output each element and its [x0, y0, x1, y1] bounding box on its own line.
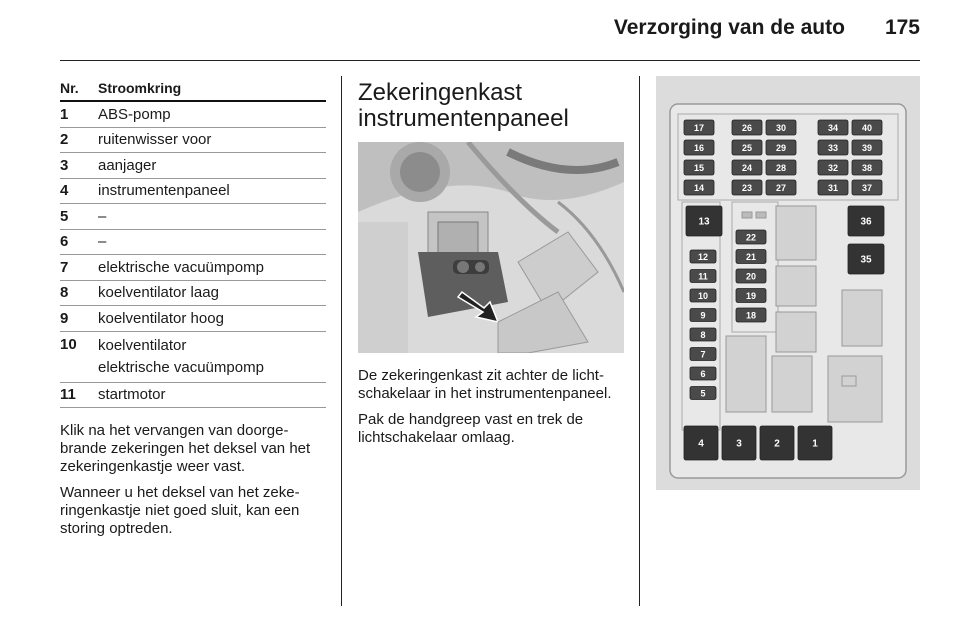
row-circuit: ABS-pomp [98, 101, 326, 127]
fuse-40 [852, 120, 882, 135]
svg-text:11: 11 [698, 271, 708, 282]
table-row [60, 229, 326, 255]
dashboard-illustration [358, 142, 624, 353]
fuse-29 [766, 140, 796, 155]
fuse-21 [736, 250, 766, 264]
running-head [60, 16, 920, 40]
row-circuit: – [98, 204, 326, 230]
row-number: 8 [60, 280, 98, 306]
row-circuit-line: elektrische vacuümpomp [98, 358, 264, 376]
paragraph-instruction: Pak de handgreep vast en trek de lichtschakelaar omlaag. [358, 411, 584, 446]
fuse-14 [684, 180, 714, 195]
row-number: 3 [60, 153, 98, 179]
fusebox-panel [656, 76, 920, 490]
paragraph-clip-cover: Klik na het vervangen van doorgebrande zekeringen het deksel van het zekeringenkastje weer vast. [60, 422, 311, 475]
fuse-37 [852, 180, 882, 195]
fuse-12 [690, 250, 716, 263]
table-row [60, 204, 326, 230]
row-number: 9 [60, 306, 98, 332]
svg-text:25: 25 [741, 143, 753, 153]
svg-text:33: 33 [827, 143, 839, 153]
fuse-35 [848, 244, 884, 274]
column-divider-right [639, 76, 640, 606]
svg-text:21: 21 [745, 252, 757, 262]
fuse-27 [766, 180, 796, 195]
column-divider-left [341, 76, 342, 606]
table-row [60, 101, 326, 127]
column-header-nr: Nr. [60, 80, 98, 101]
row-number: 5 [60, 204, 98, 230]
row-number: 4 [60, 178, 98, 204]
header-rule [60, 60, 920, 61]
fuse-26 [732, 120, 762, 135]
section-heading [358, 80, 624, 132]
fuse-28 [766, 160, 796, 175]
fuse-39 [852, 140, 882, 155]
svg-text:35: 35 [860, 254, 872, 266]
row-circuit: koelventilator hoog [98, 306, 326, 332]
fuse-13 [686, 206, 722, 236]
svg-text:20: 20 [745, 271, 757, 282]
row-circuit: koelventilator laag [98, 280, 326, 306]
circuit-table [60, 80, 326, 408]
svg-text:16: 16 [693, 143, 705, 153]
row-number: 10 [60, 331, 98, 382]
row-number: 11 [60, 382, 98, 408]
fuse-36 [848, 206, 884, 236]
fuse-19 [736, 289, 766, 303]
table-row [60, 280, 326, 306]
table-header-row [60, 80, 326, 101]
svg-text:7: 7 [700, 349, 706, 360]
fuse-8 [690, 328, 716, 341]
page-number: 175 [884, 16, 920, 39]
row-circuit: instrumentenpaneel [98, 178, 326, 204]
svg-text:18: 18 [745, 310, 757, 321]
row-circuit [98, 331, 326, 382]
table-row [60, 306, 326, 332]
row-circuit: startmotor [98, 382, 326, 408]
svg-text:29: 29 [775, 143, 787, 153]
fuse-10 [690, 289, 716, 302]
row-number: 7 [60, 255, 98, 281]
fuse-9 [690, 309, 716, 322]
chapter-title: Verzorging van de auto [613, 16, 845, 39]
heading-line: instrumentenpaneel [358, 105, 569, 132]
fusebox-drawing [656, 76, 920, 490]
row-number: 2 [60, 127, 98, 153]
fuse-16 [684, 140, 714, 155]
svg-text:39: 39 [861, 143, 873, 153]
fuse-11 [690, 270, 716, 283]
fuse-17 [684, 120, 714, 135]
svg-text:3: 3 [736, 438, 742, 450]
fuse-4 [684, 426, 718, 460]
svg-text:2: 2 [774, 438, 780, 450]
row-circuit: aanjager [98, 153, 326, 179]
left-column [60, 80, 326, 538]
fuse-33 [818, 140, 848, 155]
dashboard-photo [358, 142, 624, 353]
svg-text:37: 37 [861, 183, 873, 193]
svg-text:27: 27 [775, 183, 787, 193]
fuse-23 [732, 180, 762, 195]
fuse-20 [736, 269, 766, 283]
svg-text:5: 5 [700, 388, 706, 399]
fuse-3 [722, 426, 756, 460]
table-row [60, 382, 326, 408]
svg-text:40: 40 [861, 123, 873, 133]
fuse-32 [818, 160, 848, 175]
fusebox-diagram [656, 76, 920, 490]
table-row [60, 153, 326, 179]
svg-text:10: 10 [697, 291, 709, 301]
table-row [60, 178, 326, 204]
svg-text:32: 32 [827, 163, 839, 173]
row-number: 1 [60, 101, 98, 127]
svg-text:26: 26 [741, 123, 753, 133]
svg-text:6: 6 [700, 369, 706, 379]
svg-text:30: 30 [775, 123, 787, 133]
fuse-31 [818, 180, 848, 195]
svg-text:13: 13 [698, 216, 710, 228]
fuse-25 [732, 140, 762, 155]
svg-text:4: 4 [698, 438, 704, 450]
svg-text:23: 23 [741, 183, 753, 193]
fuse-30 [766, 120, 796, 135]
svg-text:31: 31 [827, 183, 839, 193]
fuse-1 [798, 426, 832, 460]
fuse-22 [736, 230, 766, 244]
row-number: 6 [60, 229, 98, 255]
svg-text:15: 15 [693, 163, 705, 173]
fuse-24 [732, 160, 762, 175]
svg-text:19: 19 [745, 291, 757, 301]
fuse-18 [736, 308, 766, 322]
fuse-6 [690, 367, 716, 380]
paragraph-location: De zekeringenkast zit achter de lichtschakelaar in het instrumentenpaneel. [358, 367, 612, 402]
fuse-38 [852, 160, 882, 175]
svg-text:14: 14 [693, 183, 705, 193]
table-row [60, 255, 326, 281]
svg-text:28: 28 [775, 163, 787, 173]
svg-text:24: 24 [741, 163, 753, 173]
table-row [60, 331, 326, 382]
fuse-7 [690, 348, 716, 361]
svg-text:36: 36 [860, 216, 872, 228]
paragraph-cover-warning: Wanneer u het deksel van het zekeringenkastje niet goed sluit, kan een storing optreden. [60, 484, 300, 537]
middle-column [358, 80, 624, 447]
svg-text:38: 38 [861, 163, 873, 173]
heading-line: Zekeringenkast [358, 79, 523, 106]
svg-text:22: 22 [745, 232, 757, 243]
fuse-2 [760, 426, 794, 460]
table-row [60, 127, 326, 153]
svg-text:12: 12 [697, 252, 709, 262]
row-circuit: – [98, 229, 326, 255]
row-circuit: ruitenwisser voor [98, 127, 326, 153]
svg-text:8: 8 [700, 330, 706, 340]
row-circuit: elektrische vacuümpomp [98, 255, 326, 281]
svg-text:17: 17 [693, 123, 705, 133]
fuse-5 [690, 387, 716, 400]
svg-text:1: 1 [812, 438, 818, 450]
fuse-15 [684, 160, 714, 175]
svg-text:34: 34 [827, 123, 839, 133]
fuse-34 [818, 120, 848, 135]
row-circuit-line: koelventilator [98, 336, 187, 354]
svg-text:9: 9 [700, 310, 706, 321]
column-header-circuit: Stroomkring [98, 80, 326, 101]
